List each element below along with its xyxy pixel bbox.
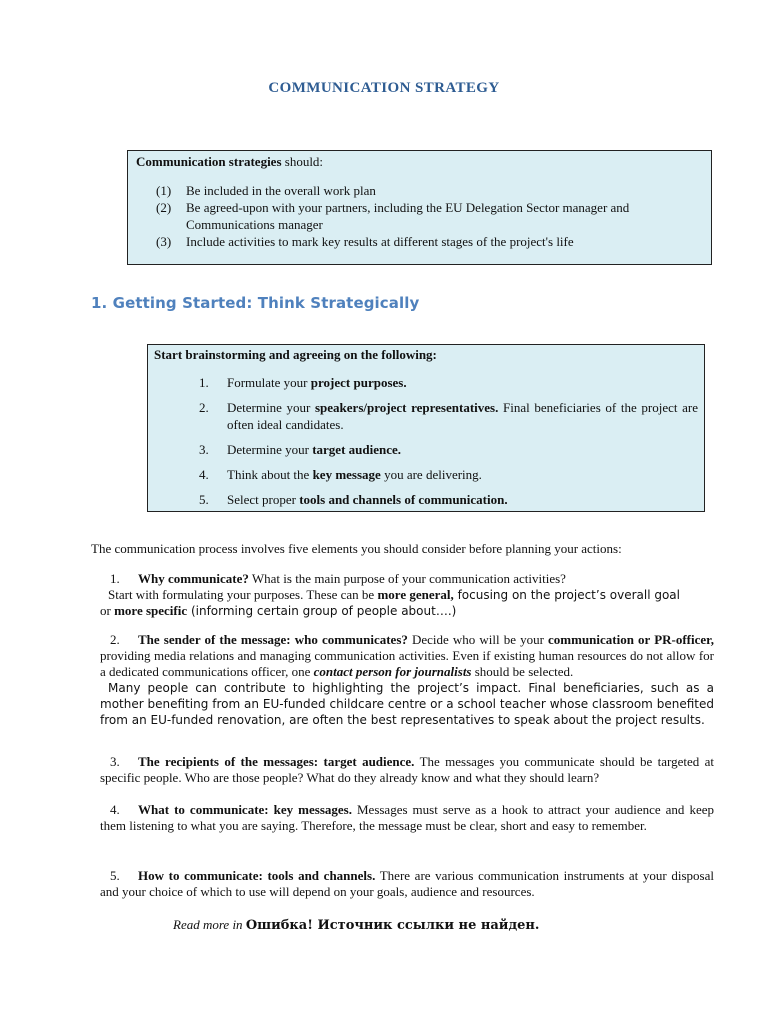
- page-title: COMMUNICATION STRATEGY: [268, 80, 500, 96]
- list-item-pre: Determine your: [227, 442, 313, 457]
- point-number: 2.: [110, 632, 120, 647]
- strategy-lead: [136, 153, 703, 170]
- section-heading: 1. Getting Started: Think Strategically: [91, 294, 420, 312]
- point-number: 1.: [110, 571, 120, 586]
- point-heading: What to communicate: key messages.: [138, 802, 352, 817]
- point-heading: The sender of the message: who communicates?: [138, 632, 408, 647]
- list-item-text: Include activities to mark key results at different stages of the project's life: [186, 234, 574, 249]
- list-item-post: Final beneficiaries of the project are often ideal candidates.: [227, 400, 698, 432]
- list-item-number: 3.: [199, 442, 209, 457]
- point-heading: The recipients of the messages: target audience.: [138, 754, 415, 769]
- point-2: [100, 632, 714, 728]
- point-3: [100, 754, 714, 786]
- point-bold: communication or PR-officer,: [548, 632, 714, 647]
- point-text: providing media relations and managing communication activities. Even if existing human resources do not allow for a dedicated communications officer, one: [100, 648, 714, 679]
- list-item-text: [219, 491, 698, 508]
- strategy-lead-rest: should:: [281, 154, 324, 169]
- list-item-bold: tools and channels of communication.: [299, 492, 508, 507]
- list-item-number: 1.: [199, 375, 209, 390]
- point-heading: How to communicate: tools and channels.: [138, 868, 376, 883]
- point-number: 4.: [110, 802, 120, 817]
- point-text: Decide who will be your: [407, 632, 549, 647]
- strategy-lead-bold: Communication strategies: [136, 154, 282, 169]
- list-item-number: (3): [156, 234, 172, 249]
- point-sub-bold: more specific: [114, 603, 188, 618]
- point-number: 5.: [110, 868, 120, 883]
- list-item-number: 2.: [199, 400, 209, 415]
- list-item-number: (1): [156, 183, 172, 198]
- list-item: [154, 374, 698, 391]
- point-text: should be selected.: [471, 664, 574, 679]
- list-item-pre: Formulate your: [227, 375, 311, 390]
- point-sub-text: or: [100, 603, 115, 618]
- list-item: [154, 491, 698, 508]
- list-item-pre: Think about the: [227, 467, 313, 482]
- point-sub-text: focusing on the project’s overall goal: [453, 588, 680, 602]
- read-more-link-error[interactable]: Ошибка! Источник ссылки не найден.: [245, 918, 540, 933]
- list-item-pre: Determine your: [227, 400, 315, 415]
- point-text: Messages must serve as a hook to attract your audience and keep them listening to what you are saying. Therefore, the message must be clear, short and easy to remember.: [100, 802, 714, 833]
- read-more-label: Read more in: [173, 917, 246, 932]
- list-item-number: 5.: [199, 492, 209, 507]
- intro-paragraph: The communication process involves five elements you should consider before planning your actions:: [91, 541, 622, 556]
- list-item-bold: speakers/project representatives.: [314, 400, 499, 415]
- list-item: [136, 199, 703, 233]
- list-item-text: [219, 374, 698, 391]
- list-item-bold: project purposes.: [310, 375, 407, 390]
- read-more: [173, 917, 539, 933]
- point-5: [100, 868, 714, 900]
- list-item-text: [219, 466, 698, 483]
- list-item-pre: Select proper: [227, 492, 300, 507]
- list-item-text: [219, 441, 698, 458]
- point-text: There are various communication instruments at your disposal and your choice of which to use will depend on your goals, audience and resources.: [100, 868, 714, 899]
- list-item-bold: key message: [312, 467, 381, 482]
- list-item-post: you are delivering.: [380, 467, 482, 482]
- list-item: [136, 182, 703, 199]
- point-sub-bold: more general,: [377, 587, 454, 602]
- list-item: [154, 466, 698, 483]
- point-sub-text: (informing certain group of people about….): [187, 604, 457, 618]
- list-item-text: Be agreed-upon with your partners, including the EU Delegation Sector manager and Communications manager: [186, 200, 630, 232]
- point-sub-text: Final beneficiaries, such as a mother benefiting from an EU-funded childcare centre or a school teacher whose classroom benefited from an EU-funded renovation, are often the best representatives to speak about the project results.: [100, 681, 715, 727]
- point-text: What is the main purpose of your communication activities?: [248, 571, 566, 586]
- list-item-number: 4.: [199, 467, 209, 482]
- point-heading: Why communicate?: [138, 571, 249, 586]
- strategy-box: [127, 150, 712, 265]
- list-item: [136, 233, 703, 250]
- list-item-text: [219, 399, 698, 433]
- point-number: 3.: [110, 754, 120, 769]
- brainstorm-list: [154, 374, 698, 508]
- point-sub-text: Start with formulating your purposes. These can be: [108, 587, 378, 602]
- point-italic: contact person for journalists: [313, 664, 472, 679]
- list-item-bold: target audience.: [312, 442, 402, 457]
- list-item-text: Be included in the overall work plan: [186, 183, 376, 198]
- list-item: [154, 441, 698, 458]
- point-4: [100, 802, 714, 834]
- point-text: The messages you communicate should be targeted at specific people. Who are those people? What do they already know and what they should learn?: [100, 754, 714, 785]
- strategy-list: [136, 182, 703, 250]
- list-item-number: (2): [156, 200, 172, 215]
- point-sub-text: Many people can contribute to highlighting the project’s impact.: [108, 681, 522, 695]
- brainstorm-lead: Start brainstorming and agreeing on the following:: [154, 347, 437, 362]
- point-1: [100, 571, 714, 619]
- brainstorm-box: [147, 344, 705, 512]
- list-item: [154, 399, 698, 433]
